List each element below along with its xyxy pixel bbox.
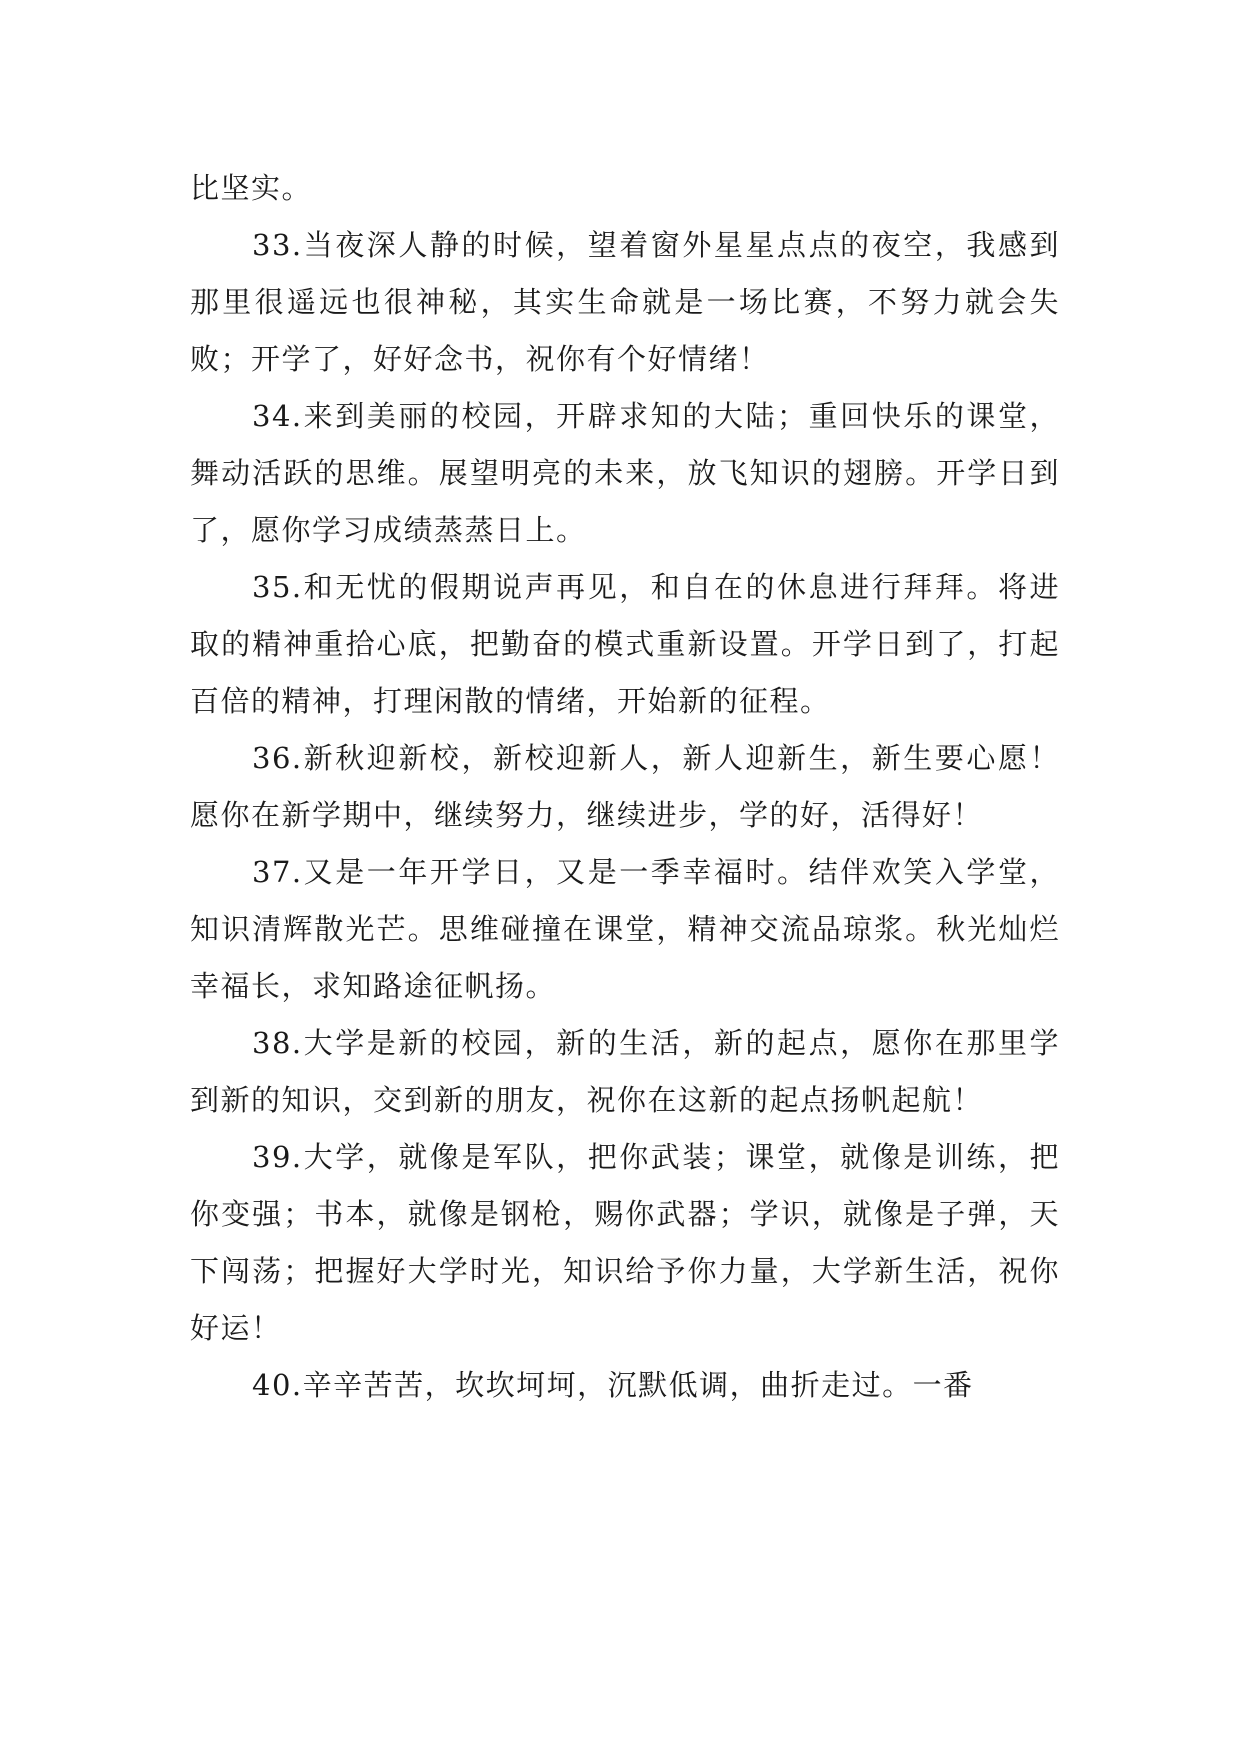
- document-page: [190, 160, 1060, 1414]
- paragraph-37: 37.又是一年开学日，又是一季幸福时。结伴欢笑入学堂，知识清辉散光芒。思维碰撞在课堂，精神交流品琼浆。秋光灿烂幸福长，求知路途征帆扬。: [190, 855, 1060, 1003]
- paragraph-35: 35.和无忧的假期说声再见，和自在的休息进行拜拜。将进取的精神重拾心底，把勤奋的模式重新设置。开学日到了，打起百倍的精神，打理闲散的情绪，开始新的征程。: [190, 570, 1060, 718]
- paragraph-36: 36.新秋迎新校，新校迎新人，新人迎新生，新生要心愿！愿你在新学期中，继续努力，继续进步，学的好，活得好！: [190, 741, 1060, 832]
- paragraph-34: 34.来到美丽的校园，开辟求知的大陆；重回快乐的课堂，舞动活跃的思维。展望明亮的未来，放飞知识的翅膀。开学日到了，愿你学习成绩蒸蒸日上。: [190, 399, 1060, 547]
- paragraph-38: 38.大学是新的校园，新的生活，新的起点，愿你在那里学到新的知识，交到新的朋友，祝你在这新的起点扬帆起航！: [190, 1026, 1060, 1117]
- paragraph-40: 40.辛辛苦苦，坎坎坷坷，沉默低调，曲折走过。一番: [252, 1368, 974, 1402]
- paragraph-continuation: 比坚实。: [190, 171, 313, 205]
- paragraph-39: 39.大学，就像是军队，把你武装；课堂，就像是训练，把你变强；书本，就像是钢枪，赐你武器；学识，就像是子弹，天下闯荡；把握好大学时光，知识给予你力量，大学新生活，祝你好运！: [190, 1140, 1060, 1345]
- paragraph-33: 33.当夜深人静的时候，望着窗外星星点点的夜空，我感到那里很遥远也很神秘，其实生命就是一场比赛，不努力就会失败；开学了，好好念书，祝你有个好情绪！: [190, 228, 1060, 376]
